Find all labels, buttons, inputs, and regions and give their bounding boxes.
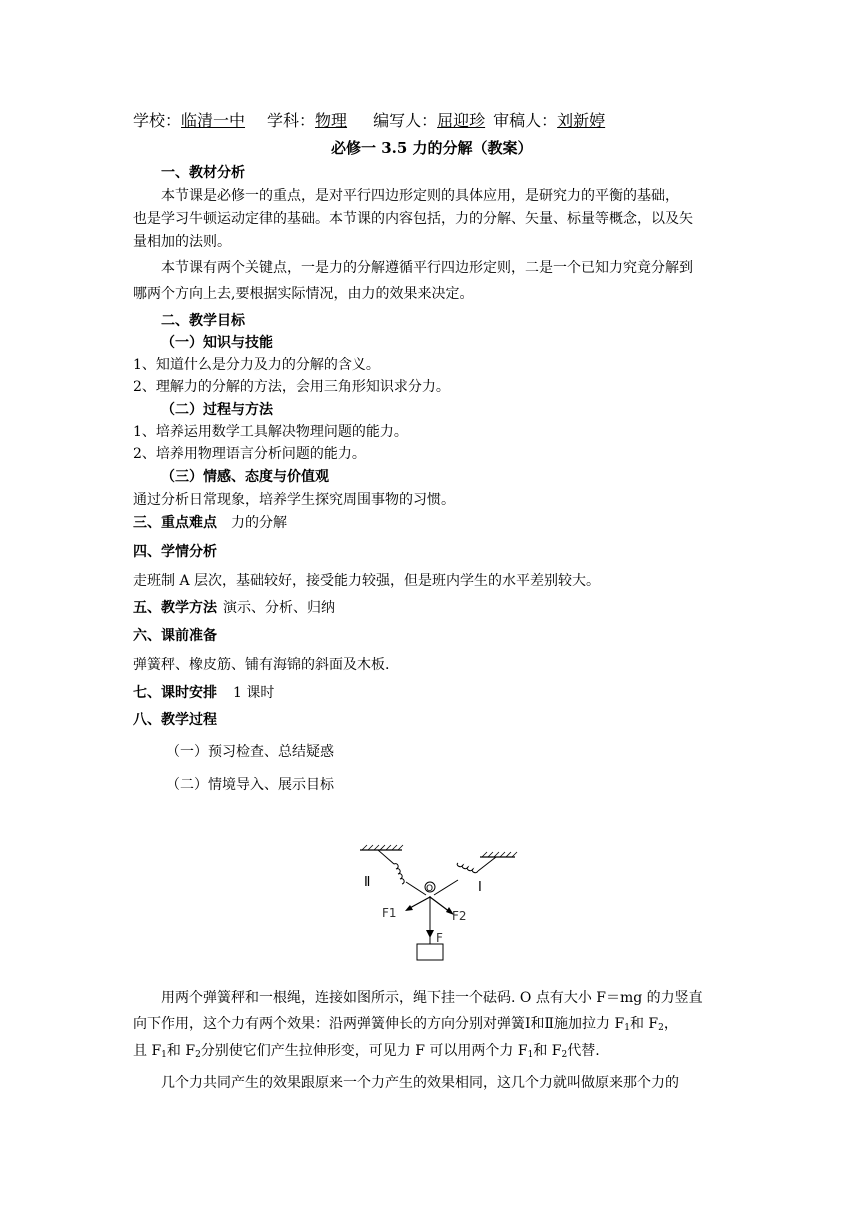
document-header (133, 112, 605, 130)
label-F2: F2 (452, 909, 467, 923)
paragraph-line: 也是学习牛顿运动定律的基础。本节课的内容包括，力的分解、矢量、标量等概念，以及矢 (133, 211, 693, 227)
subsection-heading: （二）过程与方法 (161, 402, 273, 418)
section-heading-3: 三、重点难点 (133, 515, 217, 531)
section-content: 走班制 A 层次，基础较好，接受能力较强，但是班内学生的水平差别较大。 (133, 573, 601, 589)
author-name: 屈迎珍 (437, 111, 486, 130)
subsection-heading: （三）情感、态度与价值观 (161, 469, 329, 485)
process-step: （一）预习检查、总结疑惑 (166, 744, 334, 760)
paragraph-line: 向下作用，这个力有两个效果：沿两弹簧伸长的方向分别对弹簧Ⅰ和Ⅱ施加拉力 $F_1$和 $F_2$， (133, 1016, 678, 1033)
section-content: 弹簧秤、橡皮筋、铺有海锦的斜面及木板. (133, 657, 390, 673)
paragraph-line: 本节课有两个关键点，一是力的分解遵循平行四边形定则，二是一个已知力究竟分解到 (161, 260, 693, 276)
section-3 (133, 514, 287, 532)
section-content: 力的分解 (231, 515, 287, 531)
section-7 (133, 684, 274, 702)
label-F: F (436, 931, 443, 945)
paragraph-line: 用两个弹簧秤和一根绳，连接如图所示，绳下挂一个砝码. O 点有大小 F＝mg 的力竖直 (161, 990, 703, 1006)
author-label: 编写人： (373, 111, 438, 130)
label-point-O: O (426, 884, 434, 894)
section-heading-4: 四、学情分析 (133, 544, 217, 560)
section-heading-5: 五、教学方法 (133, 600, 217, 616)
list-item: 1、知道什么是分力及力的分解的含义。 (133, 357, 380, 373)
reviewer-label: 审稿人： (493, 111, 558, 130)
paragraph-line: 本节课是必修一的重点，是对平行四边形定则的具体应用，是研究力的平衡的基础， (161, 188, 679, 204)
section-heading-6: 六、课前准备 (133, 628, 217, 644)
label-spring-II: Ⅱ (364, 875, 371, 890)
section-heading-7: 七、课时安排 (133, 685, 217, 701)
section-content: 1 课时 (233, 685, 275, 701)
section-heading-8: 八、教学过程 (133, 712, 217, 728)
label-F1: F1 (382, 906, 397, 920)
subject-name: 物理 (315, 111, 348, 130)
force-diagram (350, 836, 530, 966)
subsection-heading: （一）知识与技能 (161, 335, 273, 351)
list-item: 2、培养用物理语言分析问题的能力。 (133, 446, 366, 462)
section-heading-2: 二、教学目标 (161, 313, 245, 329)
paragraph-line: 量相加的法则。 (133, 234, 231, 250)
section-content: 演示、分析、归纳 (223, 600, 335, 616)
subject-label: 学科： (267, 111, 316, 130)
document-title: 必修一 3.5 力的分解（教案） (331, 139, 533, 157)
paragraph-line: 哪两个方向上去,要根据实际情况，由力的效果来决定。 (133, 286, 474, 302)
label-spring-I: I (478, 880, 482, 895)
list-item: 2、理解力的分解的方法，会用三角形知识求分力。 (133, 379, 450, 395)
paragraph-line: 且 $F_1$和 $F_2$分别使它们产生拉伸形变，可见力 F 可以用两个力 $F_1$和 $F_2$代替. (133, 1043, 600, 1060)
paragraph-line: 几个力共同产生的效果跟原来一个力产生的效果相同，这几个力就叫做原来那个力的 (161, 1075, 679, 1091)
list-item: 1、培养运用数学工具解决物理问题的能力。 (133, 424, 408, 440)
list-item: 通过分析日常现象，培养学生探究周围事物的习惯。 (133, 492, 455, 508)
section-heading-1: 一、教材分析 (161, 165, 245, 181)
section-5 (133, 599, 335, 617)
school-name: 临清一中 (181, 111, 246, 130)
reviewer-name: 刘新婷 (557, 111, 606, 130)
school-label: 学校： (133, 111, 182, 130)
process-step: （二）情境导入、展示目标 (166, 777, 334, 793)
